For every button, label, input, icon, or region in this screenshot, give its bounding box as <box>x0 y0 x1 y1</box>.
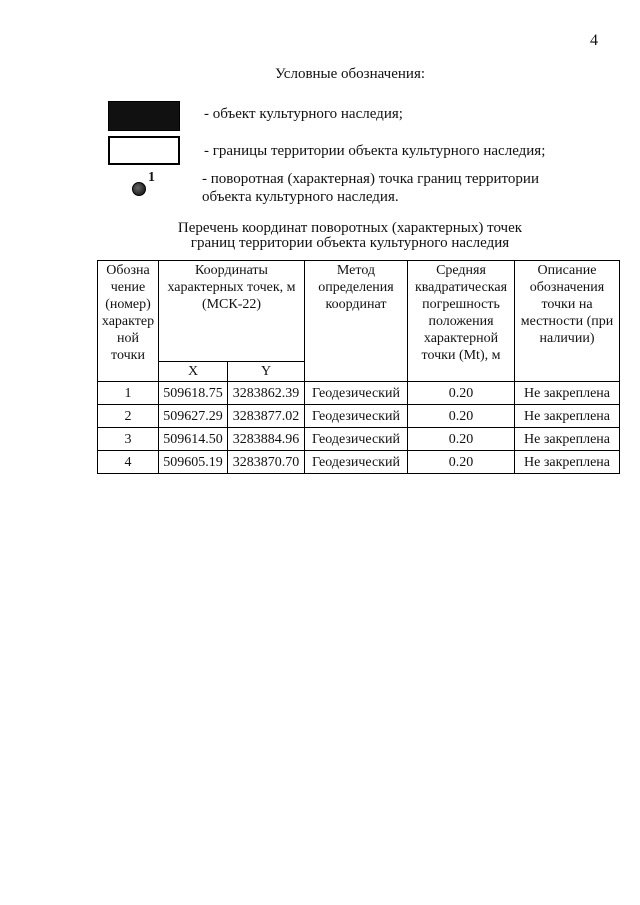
table-row <box>98 405 620 428</box>
cell-error: 0.20 <box>408 428 515 451</box>
legend-text: - поворотная (характерная) точка границ территории объекта культурного наследия. <box>202 171 539 205</box>
table-row <box>98 382 620 405</box>
cell-method: Геодезический <box>305 382 408 405</box>
table-row <box>98 451 620 474</box>
header-designation: Обозна чение (номер) характер ной точки <box>98 261 159 382</box>
cell-point-number: 4 <box>98 451 159 474</box>
header-description: Описание обозначения точки на местности (при наличии) <box>515 261 620 382</box>
header-x: X <box>159 362 228 382</box>
cell-error: 0.20 <box>408 405 515 428</box>
table-header-row <box>98 261 620 362</box>
header-coordinates: Координаты характерных точек, м (МСК-22) <box>159 261 305 362</box>
cell-x: 509627.29 <box>159 405 228 428</box>
heritage-object-swatch <box>108 101 180 131</box>
point-label: 1 <box>148 170 155 185</box>
table-title <box>0 221 640 251</box>
cell-point-number: 3 <box>98 428 159 451</box>
territory-border-swatch <box>108 136 180 165</box>
cell-error: 0.20 <box>408 382 515 405</box>
legend-text: - границы территории объекта культурного наследия; <box>204 143 546 159</box>
legend-item-territory-border <box>108 136 545 165</box>
turning-point-symbol <box>108 170 178 200</box>
page-number: 4 <box>590 32 598 49</box>
cell-y: 3283884.96 <box>228 428 305 451</box>
cell-description: Не закреплена <box>515 405 620 428</box>
cell-method: Геодезический <box>305 405 408 428</box>
legend-item-heritage-object <box>108 101 403 131</box>
cell-point-number: 1 <box>98 382 159 405</box>
cell-description: Не закреплена <box>515 428 620 451</box>
cell-point-number: 2 <box>98 405 159 428</box>
legend-title: Условные обозначения: <box>274 66 426 82</box>
table-title-line-1: Перечень координат поворотных (характерных) точек <box>177 220 523 236</box>
coordinates-table <box>97 260 620 474</box>
legend-text: - объект культурного наследия; <box>204 106 403 122</box>
header-error: Средняя квадратическая погрешность положения характерной точки (Mt), м <box>408 261 515 382</box>
cell-x: 509614.50 <box>159 428 228 451</box>
table-title-line-2: границ территории объекта культурного наследия <box>190 235 510 251</box>
header-method: Метод определения координат <box>305 261 408 382</box>
cell-x: 509618.75 <box>159 382 228 405</box>
cell-description: Не закреплена <box>515 451 620 474</box>
legend-item-turning-point <box>108 170 592 206</box>
cell-method: Геодезический <box>305 451 408 474</box>
cell-x: 509605.19 <box>159 451 228 474</box>
header-y: Y <box>228 362 305 382</box>
cell-error: 0.20 <box>408 451 515 474</box>
cell-y: 3283877.02 <box>228 405 305 428</box>
cell-method: Геодезический <box>305 428 408 451</box>
point-dot-icon <box>132 182 146 196</box>
cell-y: 3283862.39 <box>228 382 305 405</box>
table-row <box>98 428 620 451</box>
cell-description: Не закреплена <box>515 382 620 405</box>
cell-y: 3283870.70 <box>228 451 305 474</box>
